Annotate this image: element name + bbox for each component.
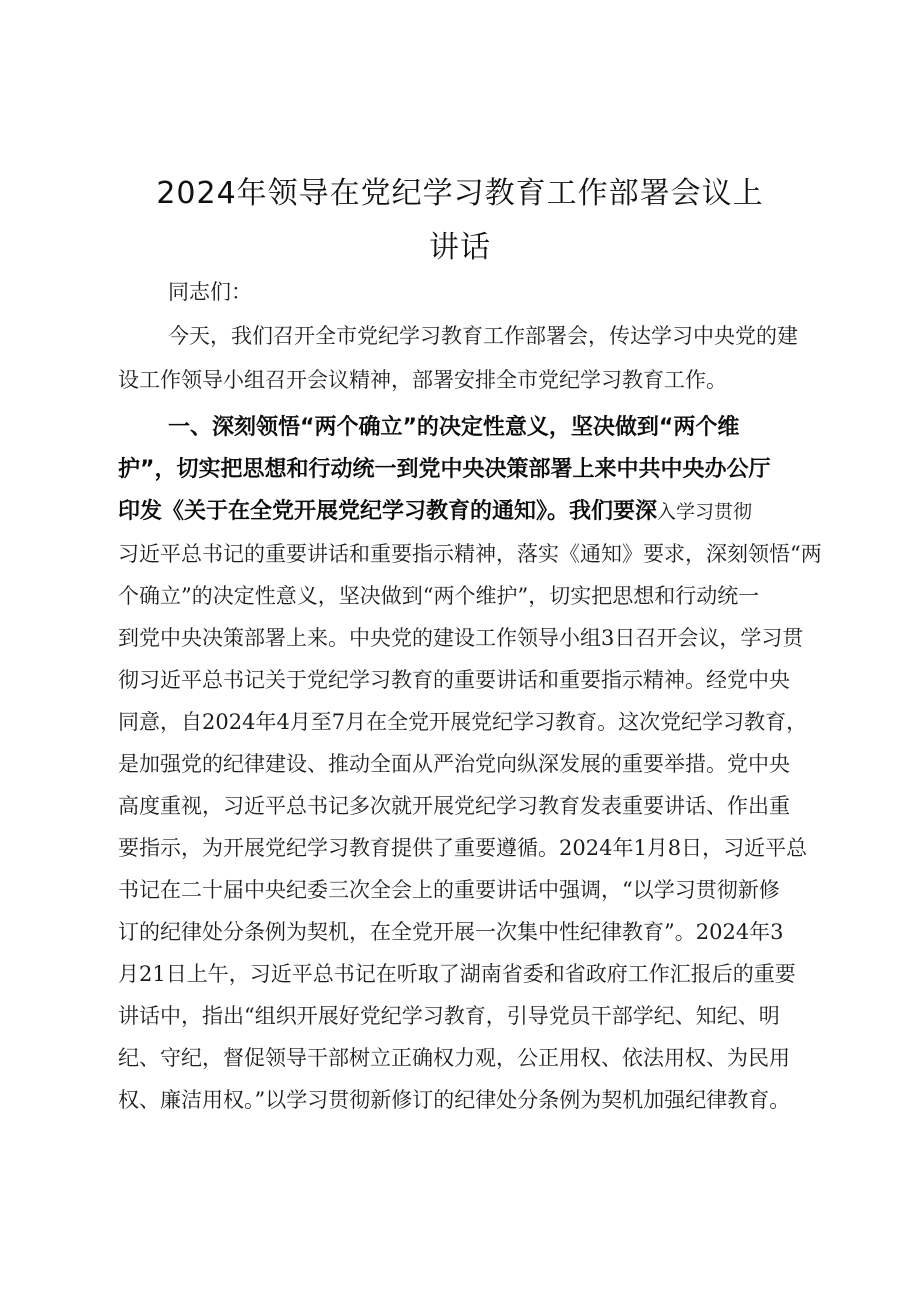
document-title-line-2: 讲话 bbox=[429, 230, 491, 265]
section-heading-plain-part: 入学习贯彻 bbox=[657, 501, 753, 523]
body-line-9: 书记在二十届中央纪委三次全会上的重要讲话中强调，“以学习贯彻新修 bbox=[118, 878, 780, 902]
intro-line-2: 设工作领导小组召开会议精神，部署安排全市党纪学习教育工作。 bbox=[118, 368, 727, 392]
body-line-2: 个确立”的决定性意义，坚决做到“两个维护”，切实把思想和行动统一 bbox=[118, 584, 760, 608]
body-line-13: 纪、守纪，督促领导干部树立正确权力观，公正用权、依法用权、为民用 bbox=[118, 1046, 790, 1070]
body-line-14: 权、廉洁用权。”以学习贯彻新修订的纪律处分条例为契机加强纪律教育。 bbox=[118, 1088, 791, 1112]
document-title-line-1: 2024年领导在党纪学习教育工作部署会议上 bbox=[156, 176, 764, 211]
section-heading-line-1: 一、深刻领悟“两个确立”的决定性意义，坚决做到“两个维 bbox=[168, 415, 740, 440]
section-heading-line-2: 护”，切实把思想和行动统一到党中央决策部署上来中共中央办公厅 bbox=[118, 457, 771, 482]
body-line-8: 要指示，为开展党纪学习教育提供了重要遵循。2024年1月8日，习近平总 bbox=[118, 836, 808, 860]
body-line-3: 到党中央决策部署上来。中央党的建设工作领导小组3日召开会议，学习贯 bbox=[118, 626, 804, 650]
intro-line-1: 今天，我们召开全市党纪学习教育工作部署会，传达学习中央党的建 bbox=[168, 324, 798, 348]
salutation: 同志们： bbox=[168, 280, 252, 304]
body-line-12: 讲话中，指出“组织开展好党纪学习教育，引导党员干部学纪、知纪、明 bbox=[118, 1004, 780, 1028]
body-line-6: 是加强党的纪律建设、推动全面从严治党向纵深发展的重要举措。党中央 bbox=[118, 752, 790, 776]
body-line-10: 订的纪律处分条例为契机，在全党开展一次集中性纪律教育”。2024年3 bbox=[118, 920, 784, 944]
body-line-4: 彻习近平总书记关于党纪学习教育的重要讲话和重要指示精神。经党中央 bbox=[118, 668, 790, 692]
section-heading-bold-part: 印发《关于在全党开展党纪学习教育的通知》。我们要深 bbox=[118, 499, 658, 524]
body-line-5: 同意，自2024年4月至7月在全党开展党纪学习教育。这次党纪学习教育， bbox=[118, 710, 808, 734]
section-heading-line-3 bbox=[118, 494, 752, 525]
body-line-7: 高度重视，习近平总书记多次就开展党纪学习教育发表重要讲话、作出重 bbox=[118, 794, 790, 818]
body-line-11: 月21日上午，习近平总书记在听取了湖南省委和省政府工作汇报后的重要 bbox=[118, 962, 796, 986]
body-line-1: 习近平总书记的重要讲话和重要指示精神，落实《通知》要求，深刻领悟“两 bbox=[118, 542, 822, 566]
